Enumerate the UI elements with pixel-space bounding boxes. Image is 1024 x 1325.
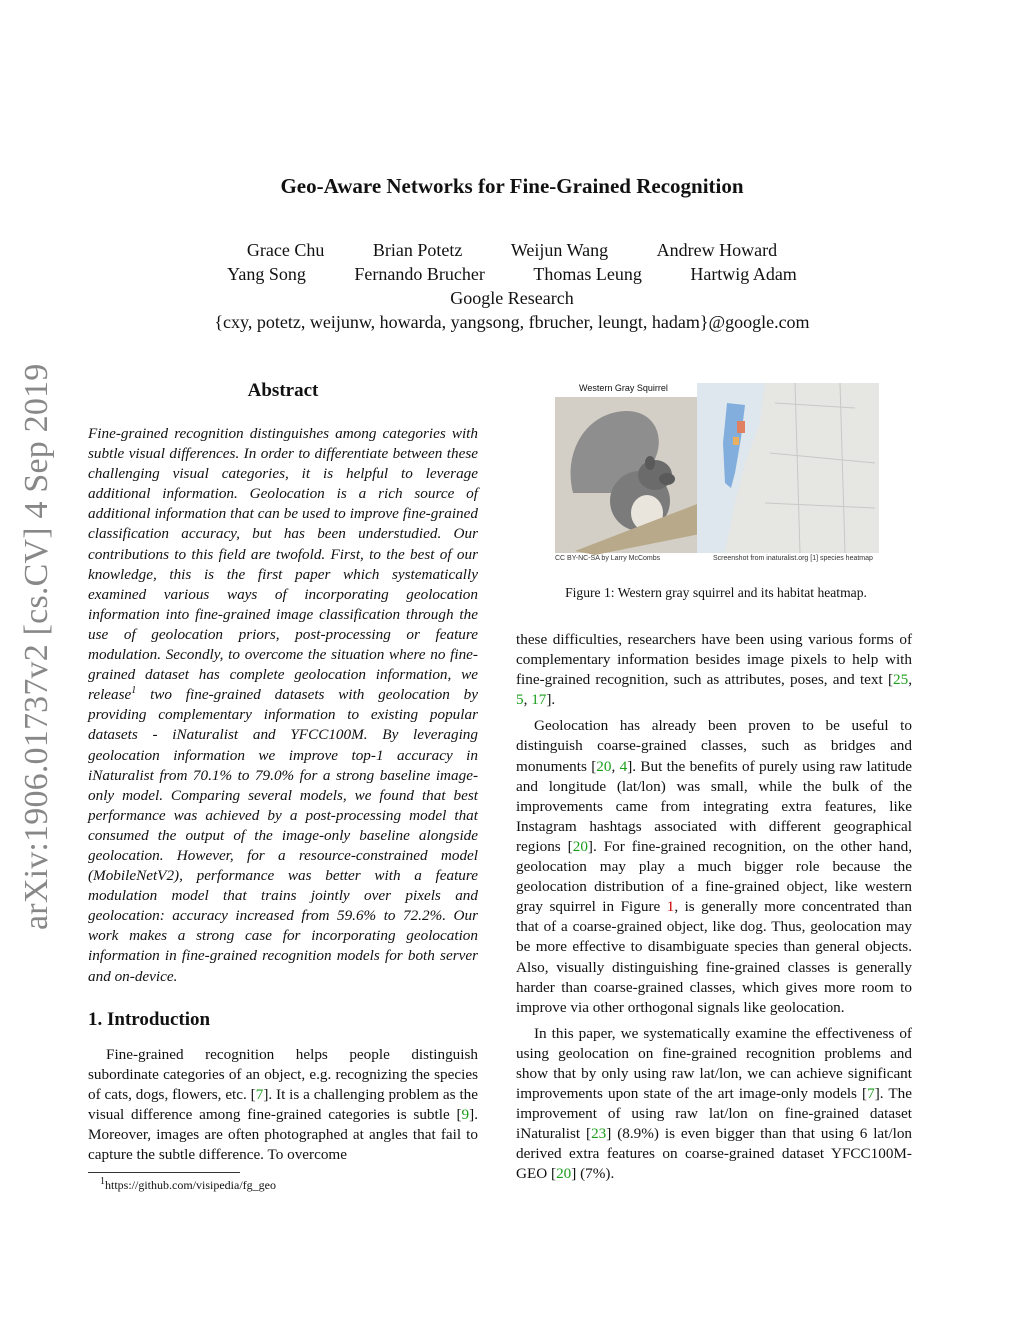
intro-body-left [88,1045,478,1172]
abstract-body [88,424,478,987]
paragraph: these difficulties, researchers have been using various forms of complementary information besides image pixels to help with fine-grained recognition, such as attributes, poses, and text [25, 5, 17]. [516,631,912,709]
authors-row-2 [0,264,1024,285]
figure-caption: Figure 1: Western gray squirrel and its habitat heatmap. [565,585,867,600]
text-run: , is generally more concentrated than that of a coarse-grained object, like dog. Thus, geolocation may be more effective to disambiguate species than general objects. Also, visually distinguishing fine-grained classes is generally harder than coarse-grained classes, which gives more room to improve via other orthogonal signals like geolocation. [516,898,912,1016]
citation-link[interactable]: 17 [531,691,547,709]
figure-1 [555,383,879,569]
text-run: Geolocation has already been proven to be useful to distinguish coarse-grained classes, such as bridges and monuments [ [516,717,912,775]
text-run: ]. Moreover, images are often photographed at angles that fail to capture the subtle difference. To overcome [88,1106,478,1164]
citation-link[interactable]: 20 [572,837,588,855]
footnote [100,1178,276,1193]
figure-right-credit: Screenshot from inaturalist.org [1] species heatmap [713,555,873,562]
arxiv-side-label: arXiv:1906.01737v2 [cs.CV] 4 Sep 2019 [18,363,55,930]
abstract-text-part1: Fine-grained recognition distinguishes among categories with subtle visual differences. In order to differentiate between these challenging visual categories, it is helpful to leverage additional information. Geolocation is a rich source of additional information that can be used to improve fine-grained classification accuracy, but has been understudied. Our contributions to this field are twofold. First, to the best of our knowledge, this is the first paper which systematically examined various ways of incorporating geolocation information into fine-grained image classification through the use of geolocation priors, post-processing or feature modulation. Secondly, to overcome the situation where no fine-grained dataset has complete geolocation information, we release [88,425,478,704]
text-run: ]. The improvement of using raw lat/lon on fine-grained dataset iNaturalist [ [516,1085,912,1143]
author-name: Brian Potetz [372,240,463,260]
footnote-rule [88,1172,240,1173]
paragraph [516,1024,912,1185]
citation-link[interactable]: 7 [867,1085,875,1103]
citation-link[interactable]: 9 [461,1106,470,1124]
author-name: Hartwig Adam [690,264,797,284]
figure-left-credit: CC BY-NC-SA by Larry McCombs [555,555,661,562]
footnote-number: 1 [100,1176,105,1187]
footnote-marker: 1 [131,685,137,697]
citation-link[interactable]: 4 [619,757,628,775]
abstract-text-part2: two fine-grained datasets with geolocation by providing complementary information to existing popular datasets - iNaturalist and YFCC100M. By leveraging geolocation information we improve top-1 accuracy in iNaturalist from 70.1% to 79.0% for a strong baseline image-only model. Comparing several models, we found that best performance was achieved by a post-processing model that consumed the output of the image-only baseline alongside geolocation. However, for a resource-constrained model (MobileNetV2), performance was better with a feature modulation model that trains jointly over pixels and geolocation: accuracy increased from 59.6% to 72.2%. Our work makes a strong case for incorporating geolocation information in fine-grained recognition models for both server and on-device. [88,686,478,985]
author-name: Weijun Wang [510,240,609,260]
text-run: ]. For fine-grained recognition, on the other hand, geolocation may play a much bigger role because the geolocation distribution of a fine-grained object, like western gray squirrel in Figure [516,837,912,916]
citation-link[interactable]: 20 [556,1165,572,1183]
author-name: Andrew Howard [656,240,778,260]
text-run: ]. It is a challenging problem as the visual difference among fine-grained categories is subtle [ [88,1086,478,1124]
citation-link[interactable]: 5 [516,691,524,709]
citation-link[interactable]: 23 [591,1125,607,1143]
citation-link[interactable]: 20 [596,757,612,775]
text-run: ] (8.9%) is even bigger than that using 6 lat/lon derived extra features on coarse-grained dataset YFCC100M-GEO [ [516,1125,913,1183]
citation-link[interactable]: 25 [893,671,909,689]
author-name: Grace Chu [246,240,325,260]
authors-row-1 [0,240,1024,261]
abstract-heading: Abstract [247,380,319,401]
text-run: ] (7%). [571,1165,615,1183]
figure-left-title: Western Gray Squirrel [579,383,668,393]
paper-title: Geo-Aware Networks for Fine-Grained Recognition [280,174,744,198]
text-run: In this paper, we systematically examine the effectiveness of using geolocation on fine-grained recognition problems and show that by only using raw lat/lon, we can achieve significant improvements upon state of the art image-only models [ [516,1024,912,1103]
intro-body-right [516,630,912,1191]
text-run: ]. [546,691,556,709]
paragraph [88,1045,478,1166]
text-run: these difficulties, researchers have been using various forms of complementary information besides image pixels to help with fine-grained recognition, such as attributes, poses, and text [ [516,631,912,689]
text-run: ]. But the benefits of purely using raw latitude and longitude (lat/lon) was small, while the bulk of the improvements came from integrating extra features, like Instagram hashtags associated with different geographical regions [ [516,757,913,855]
footnote-link[interactable]: https://github.com/visipedia/fg_geo [105,1178,276,1192]
intro-heading: 1. Introduction [88,1009,211,1030]
author-name: Yang Song [227,264,306,284]
author-name: Fernando Brucher [354,264,485,284]
text-run: Fine-grained recognition helps people distinguish subordinate categories of an object, e.g. recognizing the species of cats, dogs, flowers, etc. [ [88,1046,478,1104]
figure-link[interactable]: 1 [666,898,675,916]
paragraph: Geolocation has already been proven to be useful to distinguish coarse-grained classes, such as bridges and monuments [20, 4]. But the benefits of purely using raw latitude and longitude (lat/lon) was small, while the bulk of the improvements came from integrating extra features, like Instagram hashtags associated with different geographical regions [20]. For fine-grained recognition, on the other hand, geolocation may play a much bigger role because the geolocation distribution of a fine-grained object, like western gray squirrel in Figure 1, is generally more concentrated than that of a coarse-grained object, like dog. Thus, geolocation may be more effective to disambiguate species than general objects. Also, visually distinguishing fine-grained classes is generally harder than coarse-grained classes, which gives more room to improve via other orthogonal signals like geolocation. [516,717,913,1016]
author-emails: {cxy, potetz, weijunw, howarda, yangsong, fbrucher, leungt, hadam}@google.com [214,312,810,332]
affiliation: Google Research [450,288,574,308]
citation-link[interactable]: 7 [255,1086,264,1104]
figure-image [555,383,879,569]
author-name: Thomas Leung [533,264,642,284]
